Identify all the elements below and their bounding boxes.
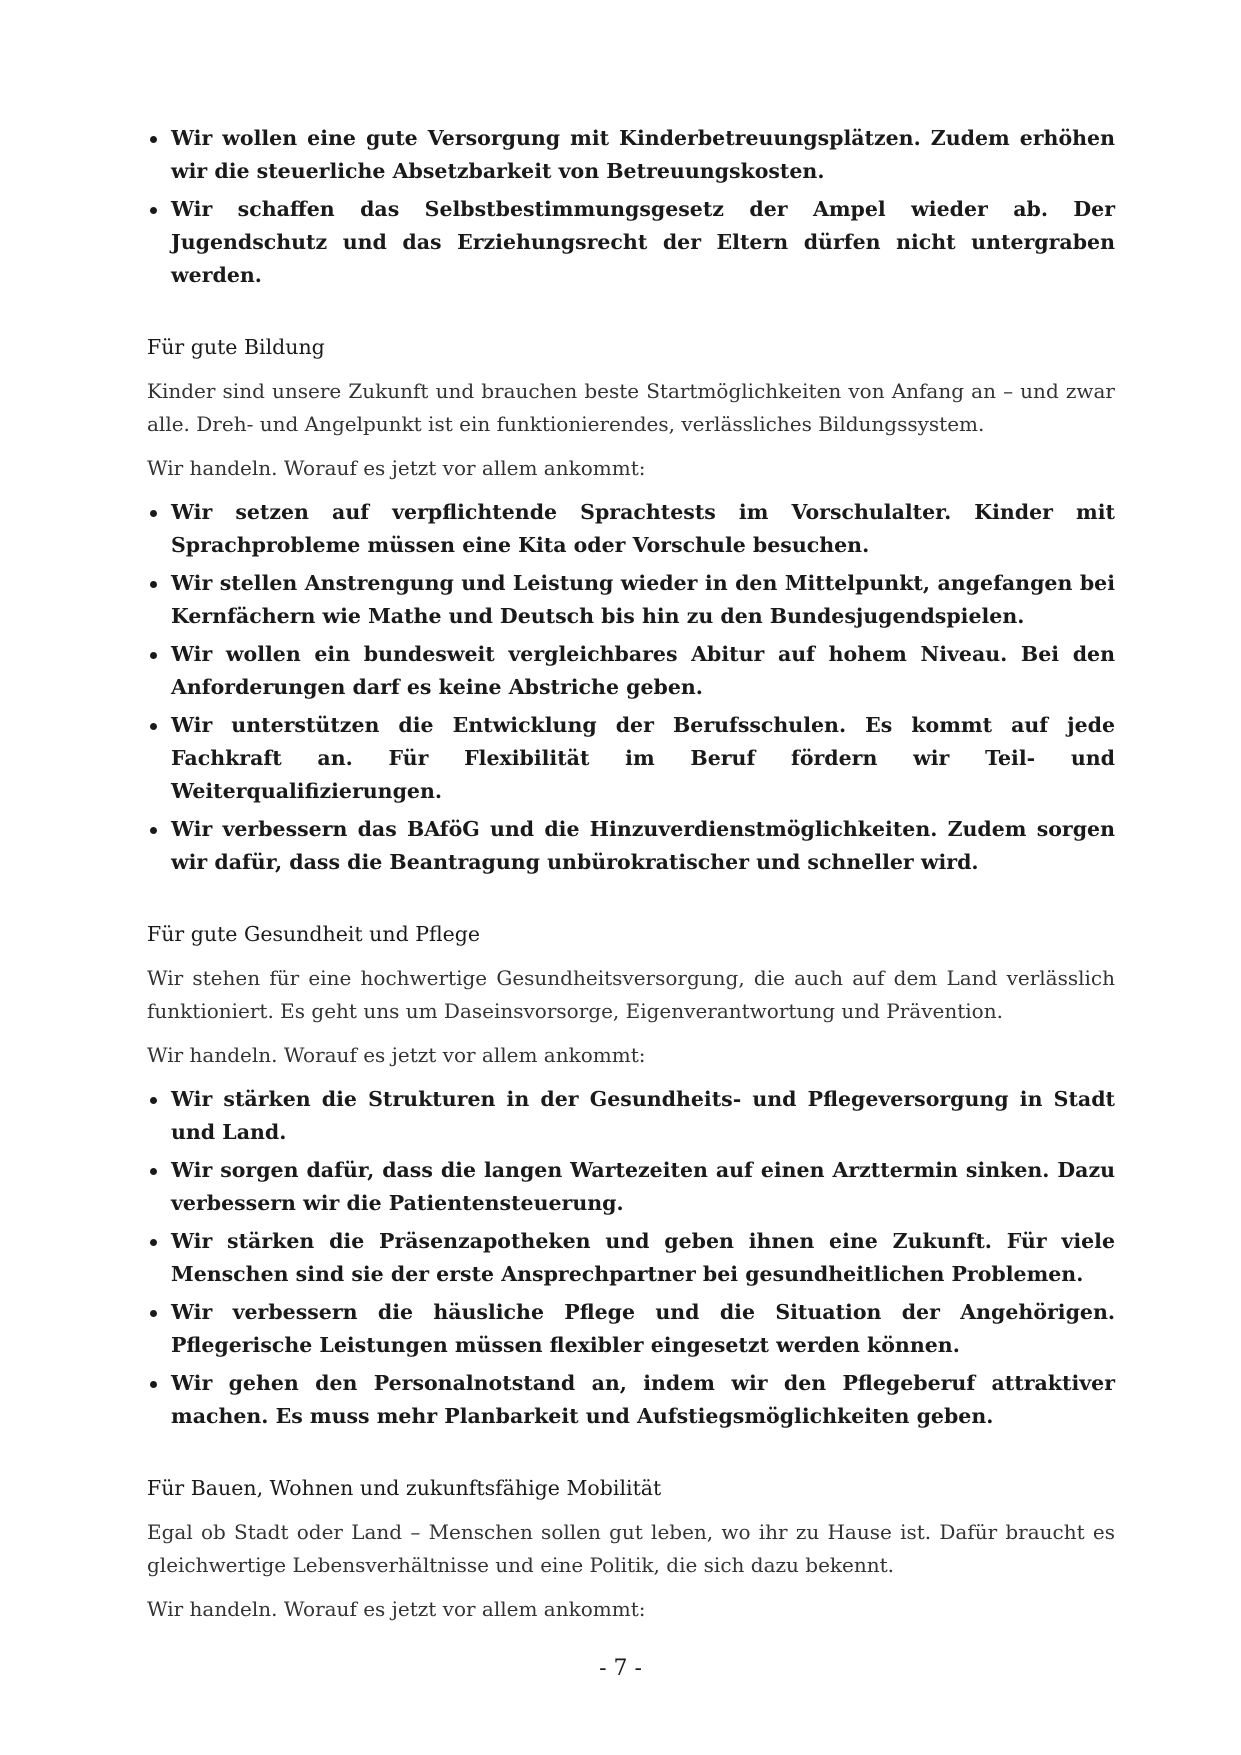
list-item: Wir sorgen dafür, dass die langen Wartezeiten auf einen Arzttermin sinken. Dazu verbessern wir die Patientensteuerung. xyxy=(147,1154,1115,1220)
section-lead-bildung: Wir handeln. Worauf es jetzt vor allem ankommt: xyxy=(147,456,646,480)
list-item: Wir setzen auf verpflichtende Sprachtests im Vorschulalter. Kinder mit Sprachprobleme müssen eine Kita oder Vorschule besuchen. xyxy=(147,496,1115,562)
section-heading-bildung: Für gute Bildung xyxy=(147,335,325,359)
page-number: - 7 - xyxy=(599,1656,642,1681)
list-item: Wir stellen Anstrengung und Leistung wieder in den Mittelpunkt, angefangen bei Kernfächern wie Mathe und Deutsch bis hin zu den Bundesjugendspielen. xyxy=(147,567,1115,633)
list-item: Wir verbessern die häusliche Pflege und die Situation der Angehörigen. Pflegerische Leistungen müssen flexibler eingesetzt werden können. xyxy=(147,1296,1115,1362)
list-item: Wir wollen eine gute Versorgung mit Kinderbetreuungsplätzen. Zudem erhöhen wir die steuerliche Absetzbarkeit von Betreuungskosten. xyxy=(147,122,1115,188)
gesundheit-bullet-list xyxy=(147,1083,1115,1433)
section-paragraph-bildung: Kinder sind unsere Zukunft und brauchen beste Startmöglichkeiten von Anfang an – und zwar alle. Dreh- und Angelpunkt ist ein funktionierendes, verlässliches Bildungssystem. xyxy=(147,379,1115,436)
list-item: Wir wollen ein bundesweit vergleichbares Abitur auf hohem Niveau. Bei den Anforderungen darf es keine Abstriche geben. xyxy=(147,638,1115,704)
section-paragraph-gesundheit: Wir stehen für eine hochwertige Gesundheitsversorgung, die auch auf dem Land verlässlich funktioniert. Es geht uns um Daseinsvorsorge, Eigenverantwortung und Prävention. xyxy=(147,966,1115,1023)
intro-bullet-list xyxy=(147,122,1115,292)
list-item: Wir stärken die Strukturen in der Gesundheits- und Pflegeversorgung in Stadt und Land. xyxy=(147,1083,1115,1149)
section-lead-gesundheit: Wir handeln. Worauf es jetzt vor allem ankommt: xyxy=(147,1043,646,1067)
list-item: Wir gehen den Personalnotstand an, indem wir den Pflegeberuf attraktiver machen. Es muss mehr Planbarkeit und Aufstiegsmöglichkeiten geben. xyxy=(147,1367,1115,1433)
list-item: Wir schaffen das Selbstbestimmungsgesetz der Ampel wieder ab. Der Jugendschutz und das Erziehungsrecht der Eltern dürfen nicht untergraben werden. xyxy=(147,193,1115,292)
section-heading-gesundheit: Für gute Gesundheit und Pflege xyxy=(147,922,481,946)
list-item: Wir unterstützen die Entwicklung der Berufsschulen. Es kommt auf jede Fachkraft an. Für Flexibilität im Beruf fördern wir Teil- und Weiterqualifizierungen. xyxy=(147,709,1115,808)
section-lead-bauen: Wir handeln. Worauf es jetzt vor allem ankommt: xyxy=(147,1597,646,1621)
section-heading-bauen: Für Bauen, Wohnen und zukunftsfähige Mobilität xyxy=(147,1476,662,1500)
list-item: Wir stärken die Präsenzapotheken und geben ihnen eine Zukunft. Für viele Menschen sind sie der erste Ansprechpartner bei gesundheitlichen Problemen. xyxy=(147,1225,1115,1291)
bildung-bullet-list xyxy=(147,496,1115,879)
section-paragraph-bauen: Egal ob Stadt oder Land – Menschen sollen gut leben, wo ihr zu Hause ist. Dafür braucht es gleichwertige Lebensverhältnisse und eine Politik, die sich dazu bekennt. xyxy=(147,1520,1115,1577)
page-content xyxy=(147,122,1115,1626)
list-item: Wir verbessern das BAföG und die Hinzuverdienstmöglichkeiten. Zudem sorgen wir dafür, dass die Beantragung unbürokratischer und schneller wird. xyxy=(147,813,1115,879)
